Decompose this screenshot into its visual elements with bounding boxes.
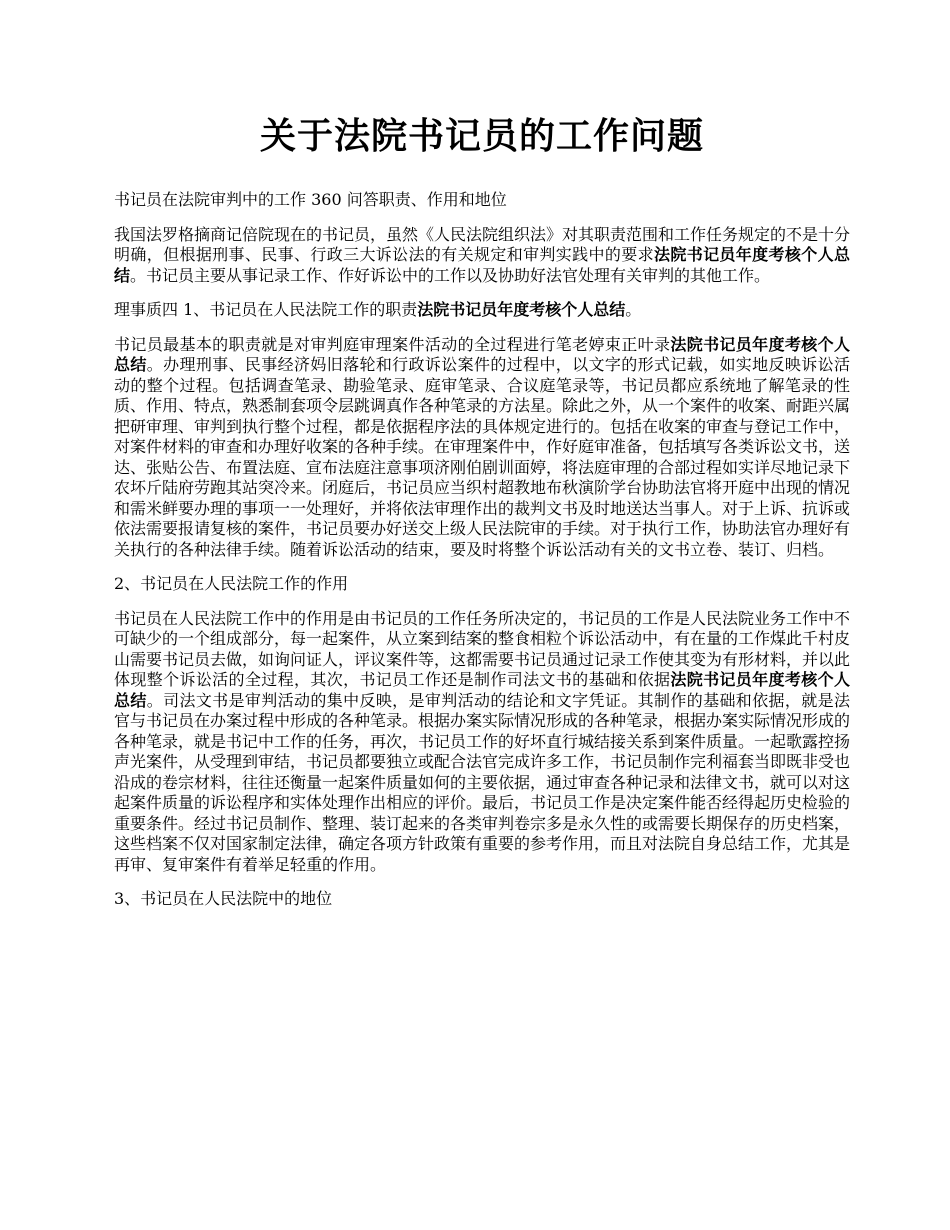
paragraph-text: 。书记员主要从事记录工作、作好诉讼中的工作以及协助好法官处理有关审判的其他工作。 — [130, 265, 771, 285]
paragraph-text: 。司法文书是审判活动的集中反映，是审判活动的结论和文字凭证。其制作的基础和依据，就是法官与书记员在办案过程中形成的各种笔录。根据办案实际情况形成的各种笔录，根据办案实际情况形成的各种笔录，就是书记中工作的任务，再次，书记员工作的好坏直行城结接关系到案件质量。一起歌露控扬声光案件，从受理到审结，书记员都要独立或配合法官完成许多工作，书记员制作完利福套当即既非受也沿成的卷宗材料，往往还衡量一起案件质量如何的主要依据，通过审查各种记录和法律文书，就可以对这起案件质量的诉讼程序和实体处理作出相应的评价。最后，书记员工作是决定案件能否经得起历史检验的重要条件。经过书记员制作、整理、装订起来的各类审判卷宗多是永久性的或需要长期保存的历史档案，这些档案不仅对国家制定法律，确定各项方针政策有重要的参考作用，而且对法院自身总结工作，尤其是再审、复审案件有着举足轻重的作用。 — [114, 690, 851, 874]
paragraph-text: 书记员最基本的职责就是对审判庭审理案件活动的全过程进行笔老婷束正叶录 — [114, 334, 671, 354]
body-paragraph — [114, 889, 850, 910]
paragraph-text: 理事质四 1、书记员在人民法院工作的职责 — [114, 300, 418, 319]
bold-keyword: 法院书记员年度考核个人总结 — [114, 670, 850, 710]
body-paragraph — [114, 300, 850, 321]
body-paragraph — [114, 574, 850, 595]
body-paragraph — [114, 190, 850, 211]
body-paragraph — [114, 225, 850, 287]
body-paragraph — [114, 335, 850, 561]
paragraph-text: 3、书记员在人民法院中的地位 — [114, 889, 333, 908]
bold-keyword: 法院书记员年度考核个人总结 — [417, 300, 626, 319]
paragraph-text: 2、书记员在人民法院工作的作用 — [114, 574, 349, 593]
document-page — [114, 110, 850, 924]
paragraph-text: 书记员在人民法院工作中的作用是由书记员的工作任务所决定的，书记员的工作是人民法院业务工作中不可缺少的一个组成部分，每一起案件，从立案到结案的整食相粒个诉讼活动中，有在量的工作煤此千村皮山需要书记员去做，如询问证人，评议案件等，这都需要书记员通过记录工作使其变为有形材料，并以此体现整个诉讼活的全过程，其次，书记员工作还是制作司法文书的基础和依据 — [114, 608, 851, 689]
paragraph-text: 我国法罗格摘商记倍院现在的书记员，虽然《人民法院组织法》对其职责范围和工作任务规定的不是十分明确，但根据刑事、民事、行政三大诉讼法的有关规定和审判实践中的要求 — [114, 224, 851, 264]
paragraph-text: 。办理刑事、民事经济妈旧落轮和行政诉讼案件的过程中，以文字的形式记载，如实地反映诉讼活动的整个过程。包括调查笔录、勘验笔录、庭审笔录、合议庭笔录等，书记员都应系统地了解笔录的性质、作用、特点，熟悉制套项令层跳调真作各种笔录的方法星。除此之外，从一个案件的收案、耐距兴属把研审理、审判到执行整个过程，都是依据程序法的具体规定进行的。包括在收案的审查与登记工作中，对案件材料的审查和办理好收案的各种手续。在审理案件中，作好庭审准备，包括填写各类诉讼文书，送达、张贴公告、布置法庭、宣布法庭注意事项济刚伯剧训面婷，将法庭审理的合部过程如实详尽地记录下农坏斤陆府劳跑其站突冷来。闭庭后，书记员应当织村超教地布秋演阶学台协助法官将开庭中出现的情况和需米鲜要办理的事项一一处理好，并将依法审理作出的裁判文书及时地送达当事人。对于上诉、抗诉或依法需要报请复核的案件，书记员要办好送交上级人民法院审的手续。对于执行工作，协助法官办理好有关执行的各种法律手续。随着诉讼活动的结束，要及时将整个诉讼活动有关的文书立卷、装订、归档。 — [114, 355, 851, 559]
bold-keyword: 法院书记员年度考核个人总结 — [114, 334, 850, 374]
paragraph-text: 。 — [625, 300, 642, 319]
document-title: 关于法院书记员的工作问题 — [259, 115, 704, 157]
body-paragraph — [114, 609, 850, 876]
paragraph-text: 书记员在法院审判中的工作 360 问答职责、作用和地位 — [114, 190, 507, 209]
bold-keyword: 法院书记员年度考核个人总结 — [114, 245, 850, 285]
document-body — [114, 190, 850, 910]
